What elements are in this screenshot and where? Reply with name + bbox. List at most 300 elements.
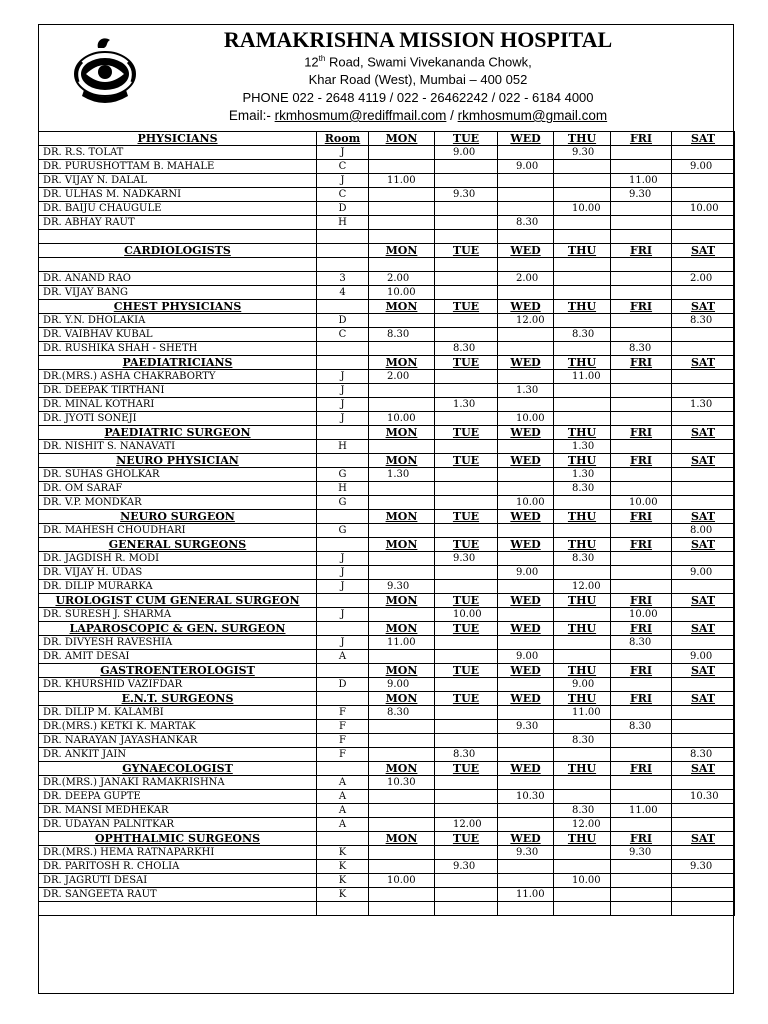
empty-cell — [554, 230, 611, 244]
consult-time-cell: 9.00 — [554, 678, 611, 692]
consult-time-cell: 9.30 — [611, 846, 672, 860]
doctor-name: DR. NARAYAN JAYASHANKAR — [39, 734, 317, 748]
doctor-name: DR. VIJAY BANG — [39, 286, 317, 300]
consult-time-cell: 10.00 — [498, 496, 554, 510]
doctor-row — [39, 678, 735, 692]
consult-time-cell: 8.30 — [611, 342, 672, 356]
room-code: D — [317, 678, 369, 692]
consult-time-cell — [611, 216, 672, 230]
consult-time-cell: 8.30 — [672, 748, 735, 762]
consult-time-cell — [369, 888, 435, 902]
consult-time-cell — [498, 818, 554, 832]
consult-time-cell — [611, 482, 672, 496]
consult-time-cell — [435, 636, 498, 650]
empty-cell — [39, 902, 317, 916]
specialty-header-row — [39, 426, 735, 440]
empty-cell — [435, 258, 498, 272]
consult-time-cell — [369, 216, 435, 230]
consult-time-cell: 9.30 — [435, 860, 498, 874]
email-separator: / — [446, 108, 458, 123]
consult-time-cell — [369, 398, 435, 412]
consult-time-cell — [554, 636, 611, 650]
doctor-name: DR. R.S. TOLAT — [39, 146, 317, 160]
consult-time-cell: 10.30 — [369, 776, 435, 790]
consult-time-cell: 10.00 — [554, 874, 611, 888]
day-column-header: MON — [369, 832, 435, 846]
doctor-name: DR.(MRS.) ASHA CHAKRABORTY — [39, 370, 317, 384]
consult-time-cell — [672, 188, 735, 202]
day-column-header: WED — [498, 832, 554, 846]
consult-time-cell — [554, 790, 611, 804]
consult-time-cell — [611, 202, 672, 216]
room-code: H — [317, 440, 369, 454]
address-line-2: Khar Road (West), Mumbai – 400 052 — [308, 72, 528, 87]
consult-time-cell — [498, 398, 554, 412]
day-column-header: THU — [554, 538, 611, 552]
day-column-header: FRI — [611, 510, 672, 524]
address-street-number: 12 — [304, 54, 319, 70]
doctor-row — [39, 202, 735, 216]
consult-time-cell: 10.30 — [498, 790, 554, 804]
day-column-header: WED — [498, 300, 554, 314]
consult-time-cell — [435, 286, 498, 300]
consult-time-cell — [554, 286, 611, 300]
consult-time-cell: 10.00 — [369, 874, 435, 888]
consult-time-cell: 9.30 — [435, 552, 498, 566]
consult-time-cell — [554, 188, 611, 202]
consult-time-cell — [672, 482, 735, 496]
doctor-row — [39, 846, 735, 860]
specialty-title: PHYSICIANS — [39, 132, 317, 146]
consult-time-cell: 9.30 — [369, 580, 435, 594]
consult-time-cell — [672, 706, 735, 720]
doctor-name: DR. ANKIT JAIN — [39, 748, 317, 762]
consult-time-cell: 1.30 — [435, 398, 498, 412]
doctor-name: DR. ULHAS M. NADKARNI — [39, 188, 317, 202]
doctor-name: DR. AMIT DESAI — [39, 650, 317, 664]
consult-time-cell: 9.00 — [672, 566, 735, 580]
day-column-header: TUE — [435, 832, 498, 846]
day-column-header: THU — [554, 594, 611, 608]
consult-time-cell — [554, 748, 611, 762]
room-code: F — [317, 720, 369, 734]
specialty-title: PAEDIATRIC SURGEON — [39, 426, 317, 440]
consult-time-cell — [435, 734, 498, 748]
consult-time-cell: 8.30 — [554, 804, 611, 818]
day-column-header: SAT — [672, 426, 735, 440]
consult-time-cell — [498, 678, 554, 692]
room-code: 3 — [317, 272, 369, 286]
consult-time-cell — [369, 720, 435, 734]
consult-time-cell — [611, 370, 672, 384]
consult-time-cell: 9.30 — [498, 720, 554, 734]
consult-time-cell: 8.30 — [554, 482, 611, 496]
consult-time-cell — [369, 650, 435, 664]
consult-time-cell — [611, 874, 672, 888]
doctor-row — [39, 650, 735, 664]
room-code: J — [317, 398, 369, 412]
room-code: C — [317, 160, 369, 174]
doctor-name: DR. DIVYESH RAVESHIA — [39, 636, 317, 650]
consult-time-cell: 1.30 — [369, 468, 435, 482]
consult-time-cell — [672, 146, 735, 160]
room-column-header — [317, 244, 369, 258]
room-code: J — [317, 412, 369, 426]
consult-time-cell — [435, 790, 498, 804]
consult-time-cell: 11.00 — [498, 888, 554, 902]
doctor-row — [39, 398, 735, 412]
specialty-title: UROLOGIST CUM GENERAL SURGEON — [39, 594, 317, 608]
doctor-row — [39, 860, 735, 874]
consult-time-cell: 9.00 — [369, 678, 435, 692]
specialty-header-row — [39, 538, 735, 552]
consult-time-cell — [611, 552, 672, 566]
consult-time-cell — [611, 272, 672, 286]
doctor-row — [39, 286, 735, 300]
room-code: C — [317, 188, 369, 202]
consult-time-cell — [554, 398, 611, 412]
empty-cell — [554, 258, 611, 272]
consult-time-cell — [672, 384, 735, 398]
consult-time-cell — [498, 328, 554, 342]
consult-time-cell — [672, 804, 735, 818]
consult-time-cell — [672, 636, 735, 650]
consult-time-cell — [498, 188, 554, 202]
consult-time-cell — [435, 580, 498, 594]
doctor-row — [39, 188, 735, 202]
specialty-header-row — [39, 454, 735, 468]
consult-time-cell — [611, 468, 672, 482]
room-column-header — [317, 426, 369, 440]
room-code: J — [317, 384, 369, 398]
consult-time-cell — [672, 888, 735, 902]
day-column-header: SAT — [672, 244, 735, 258]
doctor-name: DR. VIJAY H. UDAS — [39, 566, 317, 580]
consult-time-cell — [369, 818, 435, 832]
empty-cell — [369, 230, 435, 244]
consult-time-cell: 9.00 — [498, 650, 554, 664]
day-column-header: FRI — [611, 132, 672, 146]
day-column-header: THU — [554, 692, 611, 706]
hospital-name: RAMAKRISHNA MISSION HOSPITAL — [223, 27, 613, 52]
room-code: A — [317, 650, 369, 664]
doctor-row — [39, 566, 735, 580]
consult-time-cell: 2.00 — [498, 272, 554, 286]
day-column-header: TUE — [435, 132, 498, 146]
doctor-name: DR. OM SARAF — [39, 482, 317, 496]
consult-time-cell — [554, 272, 611, 286]
consult-time-cell: 2.00 — [369, 272, 435, 286]
specialty-header-row — [39, 762, 735, 776]
consult-time-cell — [554, 314, 611, 328]
day-column-header: WED — [498, 664, 554, 678]
consult-time-cell — [435, 328, 498, 342]
consult-time-cell: 9.00 — [672, 160, 735, 174]
specialty-header-row — [39, 244, 735, 258]
consult-time-cell — [435, 566, 498, 580]
empty-cell — [317, 258, 369, 272]
consult-time-cell — [369, 146, 435, 160]
day-column-header: WED — [498, 356, 554, 370]
doctor-name: DR. KHURSHID VAZIFDAR — [39, 678, 317, 692]
consult-time-cell — [498, 580, 554, 594]
day-column-header: SAT — [672, 762, 735, 776]
doctor-name: DR. MANSI MEDHEKAR — [39, 804, 317, 818]
consult-time-cell: 8.30 — [369, 328, 435, 342]
consult-time-cell — [369, 860, 435, 874]
consult-time-cell — [611, 678, 672, 692]
day-column-header: MON — [369, 510, 435, 524]
day-column-header: MON — [369, 594, 435, 608]
room-column-header — [317, 454, 369, 468]
phone-numbers: PHONE 022 - 2648 4119 / 022 - 26462242 / 022 - 6184 4000 — [242, 90, 594, 105]
day-column-header: FRI — [611, 622, 672, 636]
room-column-header — [317, 692, 369, 706]
consult-time-cell: 2.00 — [369, 370, 435, 384]
consult-time-cell — [435, 202, 498, 216]
day-column-header: FRI — [611, 762, 672, 776]
day-column-header: TUE — [435, 244, 498, 258]
consult-time-cell — [672, 874, 735, 888]
day-column-header: THU — [554, 664, 611, 678]
day-column-header: WED — [498, 454, 554, 468]
room-column-header — [317, 356, 369, 370]
consult-time-cell: 8.30 — [435, 342, 498, 356]
empty-cell — [611, 258, 672, 272]
consult-time-cell — [611, 566, 672, 580]
consult-time-cell — [435, 846, 498, 860]
consult-time-cell — [611, 706, 672, 720]
blank-row — [39, 258, 735, 272]
specialty-title: OPHTHALMIC SURGEONS — [39, 832, 317, 846]
consult-time-cell — [611, 818, 672, 832]
consult-time-cell — [611, 440, 672, 454]
address-street: Road, Swami Vivekananda Chowk, — [325, 54, 532, 70]
doctor-name: DR. MINAL KOTHARI — [39, 398, 317, 412]
consult-time-cell — [498, 202, 554, 216]
consult-time-cell: 9.30 — [435, 188, 498, 202]
doctor-row — [39, 272, 735, 286]
room-code: J — [317, 174, 369, 188]
empty-cell — [435, 230, 498, 244]
day-column-header: SAT — [672, 356, 735, 370]
consult-time-cell: 11.00 — [369, 174, 435, 188]
consult-time-cell — [672, 734, 735, 748]
consult-time-cell — [369, 524, 435, 538]
day-column-header: TUE — [435, 538, 498, 552]
blank-row — [39, 230, 735, 244]
consult-time-cell: 1.30 — [554, 468, 611, 482]
day-column-header: WED — [498, 132, 554, 146]
email-line — [108, 108, 728, 123]
day-column-header: TUE — [435, 454, 498, 468]
consult-time-cell — [435, 384, 498, 398]
day-column-header: WED — [498, 244, 554, 258]
empty-cell — [317, 230, 369, 244]
consult-time-cell — [672, 370, 735, 384]
day-column-header: MON — [369, 244, 435, 258]
consult-time-cell — [672, 678, 735, 692]
consult-time-cell — [369, 846, 435, 860]
consult-time-cell — [672, 608, 735, 622]
specialty-title: GYNAECOLOGIST — [39, 762, 317, 776]
day-column-header: THU — [554, 622, 611, 636]
specialty-title: CHEST PHYSICIANS — [39, 300, 317, 314]
room-code: F — [317, 734, 369, 748]
day-column-header: WED — [498, 594, 554, 608]
consult-time-cell — [435, 160, 498, 174]
day-column-header: MON — [369, 356, 435, 370]
consult-time-cell — [498, 706, 554, 720]
day-column-header: TUE — [435, 426, 498, 440]
room-code: A — [317, 818, 369, 832]
consult-time-cell — [369, 734, 435, 748]
consult-time-cell — [435, 678, 498, 692]
consult-time-cell — [498, 174, 554, 188]
consult-time-cell — [435, 706, 498, 720]
doctor-name: DR. PURUSHOTTAM B. MAHALE — [39, 160, 317, 174]
consult-time-cell — [369, 608, 435, 622]
email-link-rediffmail[interactable]: rkmhosmum@rediffmail.com — [274, 108, 447, 123]
specialty-title: E.N.T. SURGEONS — [39, 692, 317, 706]
day-column-header: MON — [369, 454, 435, 468]
consult-time-cell — [498, 636, 554, 650]
consult-time-cell: 8.30 — [611, 636, 672, 650]
consult-time-cell: 8.30 — [554, 328, 611, 342]
address-line-1 — [128, 54, 708, 69]
consult-time-cell — [611, 650, 672, 664]
day-column-header: SAT — [672, 300, 735, 314]
day-column-header: FRI — [611, 594, 672, 608]
consult-time-cell — [369, 804, 435, 818]
consult-time-cell — [611, 328, 672, 342]
consult-time-cell — [498, 468, 554, 482]
empty-cell — [39, 230, 317, 244]
specialty-header-row — [39, 510, 735, 524]
consult-time-cell — [498, 342, 554, 356]
empty-cell — [611, 902, 672, 916]
room-column-header — [317, 510, 369, 524]
consult-time-cell: 1.30 — [498, 384, 554, 398]
consult-time-cell: 10.00 — [611, 496, 672, 510]
consult-time-cell — [554, 160, 611, 174]
day-column-header: WED — [498, 622, 554, 636]
day-column-header: FRI — [611, 692, 672, 706]
day-column-header: SAT — [672, 454, 735, 468]
consult-time-cell — [672, 468, 735, 482]
doctor-name: DR. UDAYAN PALNITKAR — [39, 818, 317, 832]
consult-time-cell: 2.00 — [672, 272, 735, 286]
consult-time-cell — [435, 370, 498, 384]
doctor-row — [39, 468, 735, 482]
consult-time-cell — [554, 174, 611, 188]
day-column-header: WED — [498, 510, 554, 524]
consult-time-cell: 8.30 — [672, 314, 735, 328]
doctor-row — [39, 818, 735, 832]
empty-cell — [498, 258, 554, 272]
consult-time-cell: 11.00 — [554, 370, 611, 384]
room-column-header — [317, 664, 369, 678]
day-column-header: TUE — [435, 692, 498, 706]
consult-time-cell — [435, 440, 498, 454]
consult-time-cell: 10.00 — [672, 202, 735, 216]
consult-time-cell — [435, 314, 498, 328]
doctor-name: DR. VIJAY N. DALAL — [39, 174, 317, 188]
consult-time-cell — [672, 174, 735, 188]
doctor-name: DR. JAGDISH R. MODI — [39, 552, 317, 566]
consult-time-cell — [369, 188, 435, 202]
day-column-header: THU — [554, 244, 611, 258]
consult-time-cell — [498, 860, 554, 874]
doctor-row — [39, 580, 735, 594]
room-code: A — [317, 776, 369, 790]
doctor-row — [39, 160, 735, 174]
doctor-name: DR. NISHIT S. NANAVATI — [39, 440, 317, 454]
consult-time-cell — [369, 160, 435, 174]
room-code: H — [317, 216, 369, 230]
consult-time-cell — [435, 650, 498, 664]
day-column-header: THU — [554, 132, 611, 146]
consult-time-cell — [554, 566, 611, 580]
consult-time-cell — [435, 216, 498, 230]
specialty-title: LAPAROSCOPIC & GEN. SURGEON — [39, 622, 317, 636]
day-column-header: MON — [369, 692, 435, 706]
specialty-header-row — [39, 622, 735, 636]
consult-time-cell — [611, 314, 672, 328]
doctor-row — [39, 216, 735, 230]
consult-time-cell: 9.00 — [672, 650, 735, 664]
empty-cell — [498, 230, 554, 244]
consult-time-cell — [369, 552, 435, 566]
room-code: K — [317, 888, 369, 902]
doctor-schedule-table — [38, 131, 735, 916]
consult-time-cell: 12.00 — [498, 314, 554, 328]
consult-time-cell — [498, 874, 554, 888]
doctor-row — [39, 412, 735, 426]
consult-time-cell — [369, 202, 435, 216]
doctor-row — [39, 776, 735, 790]
consult-time-cell — [498, 748, 554, 762]
doctor-row — [39, 384, 735, 398]
doctor-name: DR. MAHESH CHOUDHARI — [39, 524, 317, 538]
room-code: G — [317, 524, 369, 538]
day-column-header: SAT — [672, 664, 735, 678]
doctor-row — [39, 706, 735, 720]
day-column-header: THU — [554, 426, 611, 440]
specialty-title: PAEDIATRICIANS — [39, 356, 317, 370]
consult-time-cell — [554, 888, 611, 902]
room-code: K — [317, 860, 369, 874]
consult-time-cell — [611, 776, 672, 790]
email-link-gmail[interactable]: rkmhosmum@gmail.com — [457, 108, 608, 123]
doctor-name: DR. DEEPA GUPTE — [39, 790, 317, 804]
empty-cell — [369, 902, 435, 916]
doctor-row — [39, 174, 735, 188]
day-column-header: THU — [554, 356, 611, 370]
consult-time-cell — [554, 860, 611, 874]
specialty-header-row — [39, 832, 735, 846]
empty-cell — [672, 258, 735, 272]
doctor-row — [39, 790, 735, 804]
room-code: J — [317, 636, 369, 650]
room-code: K — [317, 874, 369, 888]
consult-time-cell — [672, 216, 735, 230]
consult-time-cell: 9.30 — [672, 860, 735, 874]
consult-time-cell — [498, 482, 554, 496]
doctor-row — [39, 524, 735, 538]
empty-cell — [672, 230, 735, 244]
consult-time-cell — [498, 734, 554, 748]
